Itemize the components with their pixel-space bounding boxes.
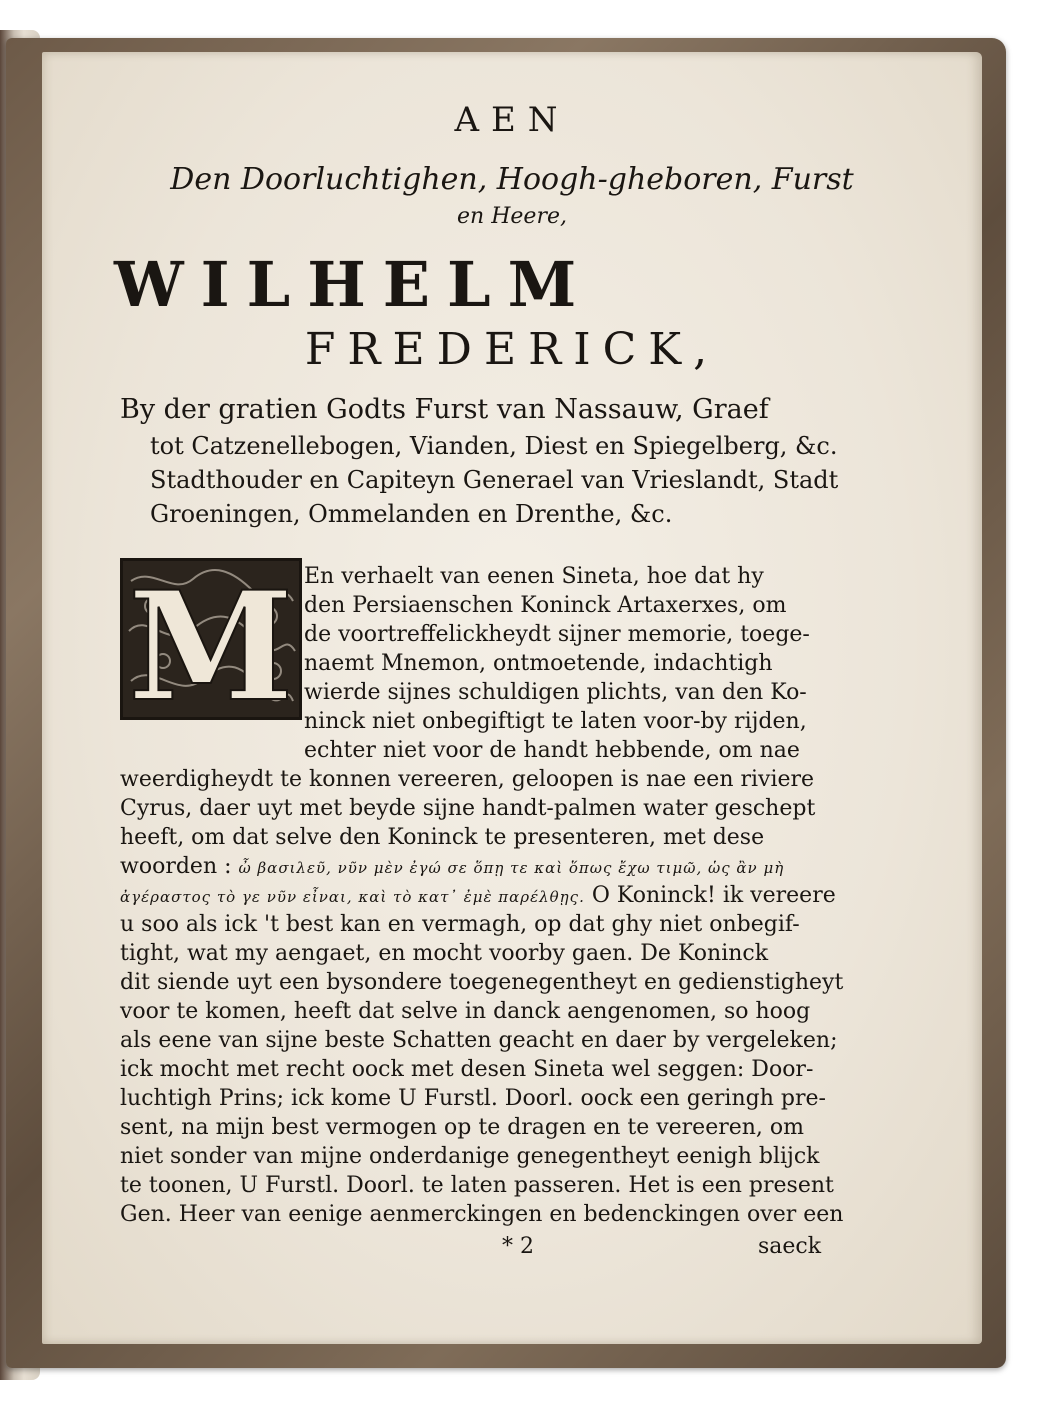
title-line-3: Stadthouder en Capiteyn Generael van Vrieslandt, Stadt — [150, 466, 839, 494]
body-line: weerdigheydt te konnen vereeren, geloopen is nae een riviere — [120, 767, 815, 792]
greek-quote: ἀγέραστος τὸ γε νῦν εἶναι, καὶ τὸ κατ᾽ ἐμὲ παρέλθῃς. — [120, 888, 585, 906]
page-heading: AEN — [454, 100, 570, 140]
body-line: voor te komen, heeft dat selve in danck aengenomen, so hoog — [120, 999, 811, 1024]
body-line: luchtigh Prins; ick kome U Furstl. Doorl. oock een geringh pre- — [120, 1086, 826, 1111]
body-line: wierde sijnes schuldigen plichts, van den Ko- — [304, 680, 807, 705]
body-line: ick mocht met recht oock met desen Sineta wel seggen: Door- — [120, 1057, 814, 1082]
body-line: dit siende uyt een bysondere toegenegentheyt en gedienstigheyt — [120, 970, 844, 995]
dedication-line-2: en Heere, — [457, 204, 567, 229]
name-line-1: WILHELM — [114, 248, 594, 321]
greek-suffix: O Koninck! ik vereere — [591, 883, 836, 908]
decorated-initial — [120, 558, 302, 720]
greek-line-1 — [120, 854, 784, 879]
body-line: naemt Mnemon, ontmoetende, indachtigh — [304, 651, 773, 676]
body-line: ninck niet onbegiftigt te laten voor-by rijden, — [304, 709, 807, 734]
body-line: tight, wat my aengaet, en mocht voorby gaen. De Koninck — [120, 941, 769, 966]
title-line-1: By der gratien Godts Furst van Nassauw, Graef — [120, 394, 769, 425]
dedication-line-1: Den Doorluchtighen, Hoogh-gheboren, Furst — [170, 162, 854, 197]
body-line: echter niet voor de handt hebbende, om nae — [304, 738, 800, 763]
greek-line-2 — [120, 883, 836, 908]
title-line-4: Groeningen, Ommelanden en Drenthe, &c. — [150, 500, 673, 528]
body-line: Gen. Heer van eenige aenmerckingen en bedenckingen over een — [120, 1202, 844, 1227]
title-line-2: tot Catzenellebogen, Vianden, Diest en Spiegelberg, &c. — [150, 432, 838, 460]
body-line: u soo als ick 't best kan en vermagh, op dat ghy niet onbegif- — [120, 912, 800, 937]
body-line: En verhaelt van eenen Sineta, hoe dat hy — [304, 564, 764, 589]
svg-text:M: M — [127, 561, 295, 717]
catchword: saeck — [758, 1234, 822, 1259]
ornament-icon — [123, 561, 299, 717]
body-line: den Persiaenschen Koninck Artaxerxes, om — [304, 593, 787, 618]
body-line: niet sonder van mijne onderdanige genegentheyt eenigh blijck — [120, 1144, 820, 1169]
book-page — [42, 52, 982, 1344]
body-line: de voortreffelickheydt sijner memorie, toege- — [304, 622, 810, 647]
body-line: heeft, om dat selve den Koninck te presenteren, met dese — [120, 825, 765, 850]
body-line: te toonen, U Furstl. Doorl. te laten passeren. Het is een present — [120, 1173, 834, 1198]
name-line-2: FREDERICK, — [304, 324, 720, 375]
body-line: als eene van sijne beste Schatten geacht en daer by vergeleken; — [120, 1028, 838, 1053]
signature-mark: * 2 — [502, 1234, 534, 1259]
greek-quote: ὦ βασιλεῦ, νῦν μὲν ἐγώ σε ὅπῃ τε καὶ ὅπως ἔχω τιμῶ, ὡς ἂν μὴ — [238, 859, 785, 877]
greek-prefix: woorden : — [120, 854, 232, 879]
body-line: sent, na mijn best vermogen op te dragen en te vereeren, om — [120, 1115, 805, 1140]
body-line: Cyrus, daer uyt met beyde sijne handt-palmen water geschept — [120, 796, 816, 821]
